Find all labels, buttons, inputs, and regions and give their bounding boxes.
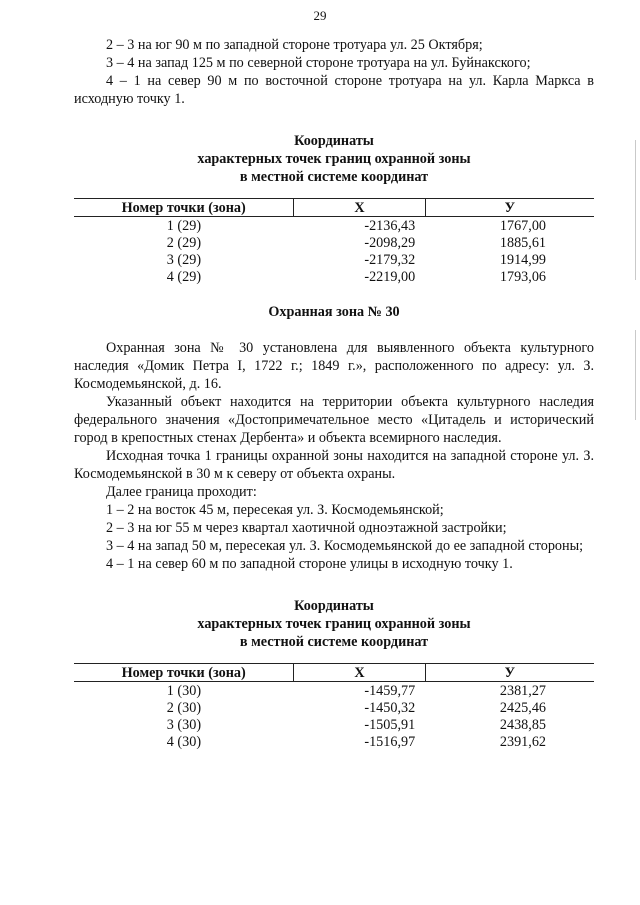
y-cell: 1793,06 [499,268,546,285]
header-point-number: Номер точки (зона) [74,664,294,682]
table-row [74,733,594,750]
zone-paragraph: Исходная точка 1 границы охранной зоны находится на западной стороне ул. З. Космодемьянской в 30 м к северу от объекта охраны. [74,448,594,482]
table2-heading-line: Координаты [294,598,374,614]
boundary-line: 4 – 1 на север 60 м по западной стороне улицы в исходную точку 1. [106,556,513,572]
y-cell: 1914,99 [499,251,546,268]
point-number-cell: 4 (30) [166,733,202,750]
x-cell: -2098,29 [364,234,416,251]
x-cell: -2179,32 [364,251,416,268]
boundary-line: 4 – 1 на север 90 м по восточной стороне тротуара на ул. Карла Маркса в исходную точку 1. [74,73,594,107]
boundary-line: 1 – 2 на восток 45 м, пересекая ул. З. Космодемьянской; [106,502,444,518]
x-cell: -1459,77 [364,682,416,699]
table-row [74,251,594,268]
zone-paragraph: Охранная зона № 30 установлена для выявленного объекта культурного наследия «Домик Петра I, 1722 г.; 1849 г.», расположенного по адресу: ул. З. Космодемьянской, д. 16. [74,340,594,392]
boundary-line: 3 – 4 на запад 50 м, пересекая ул. З. Космодемьянской до ее западной стороны; [106,538,584,554]
y-cell: 2425,46 [499,699,546,716]
table-row [74,234,594,251]
table-row [74,217,594,235]
point-number-cell: 1 (30) [166,682,202,699]
x-cell: -1516,97 [364,733,416,750]
point-number-cell: 3 (30) [166,716,202,733]
table1-heading-line: Координаты [294,133,374,149]
header-x: X [294,664,425,682]
page-number: 29 [313,8,327,23]
table-row [74,268,594,285]
scan-edge-mark [635,140,636,280]
point-number-cell: 4 (29) [166,268,202,285]
point-number-cell: 3 (29) [166,251,202,268]
y-cell: 1885,61 [499,234,546,251]
table-header-row [74,199,594,217]
zone-paragraph: Указанный объект находится на территории объекта культурного наследия федерального значения «Достопримечательное место «Цитадель и исторический город в крепостных стенах Дербента» и объекта всемирного наследия. [74,394,594,446]
coordinates-table-29 [74,198,594,285]
table-row [74,682,594,700]
header-y: У [425,664,594,682]
document-body [74,36,594,750]
y-cell: 1767,00 [499,217,546,234]
y-cell: 2391,62 [499,733,546,750]
point-number-cell: 2 (29) [166,234,202,251]
scan-edge-mark [635,330,636,420]
x-cell: -2219,00 [364,268,416,285]
boundary-line: 2 – 3 на юг 55 м через квартал хаотичной одноэтажной застройки; [106,520,507,536]
table2-heading-line: в местной системе координат [239,634,429,650]
x-cell: -1450,32 [364,699,416,716]
y-cell: 2438,85 [499,716,546,733]
table2-heading-line: характерных точек границ охранной зоны [197,616,471,632]
point-number-cell: 2 (30) [166,699,202,716]
coordinates-table-30 [74,663,594,750]
boundary-line: 2 – 3 на юг 90 м по западной стороне тротуара ул. 25 Октября; [106,37,483,53]
table-row [74,699,594,716]
zone-paragraph: Далее граница проходит: [106,484,257,500]
table-header-row [74,664,594,682]
zone-30-title: Охранная зона № 30 [268,304,400,320]
header-point-number: Номер точки (зона) [74,199,294,217]
y-cell: 2381,27 [499,682,546,699]
table1-heading-line: в местной системе координат [239,169,429,185]
table1-heading-line: характерных точек границ охранной зоны [197,151,471,167]
boundary-line: 3 – 4 на запад 125 м по северной стороне тротуара на ул. Буйнакского; [106,55,531,71]
x-cell: -1505,91 [364,716,416,733]
header-x: X [294,199,425,217]
header-y: У [425,199,594,217]
table-row [74,716,594,733]
x-cell: -2136,43 [364,217,416,234]
point-number-cell: 1 (29) [166,217,202,234]
